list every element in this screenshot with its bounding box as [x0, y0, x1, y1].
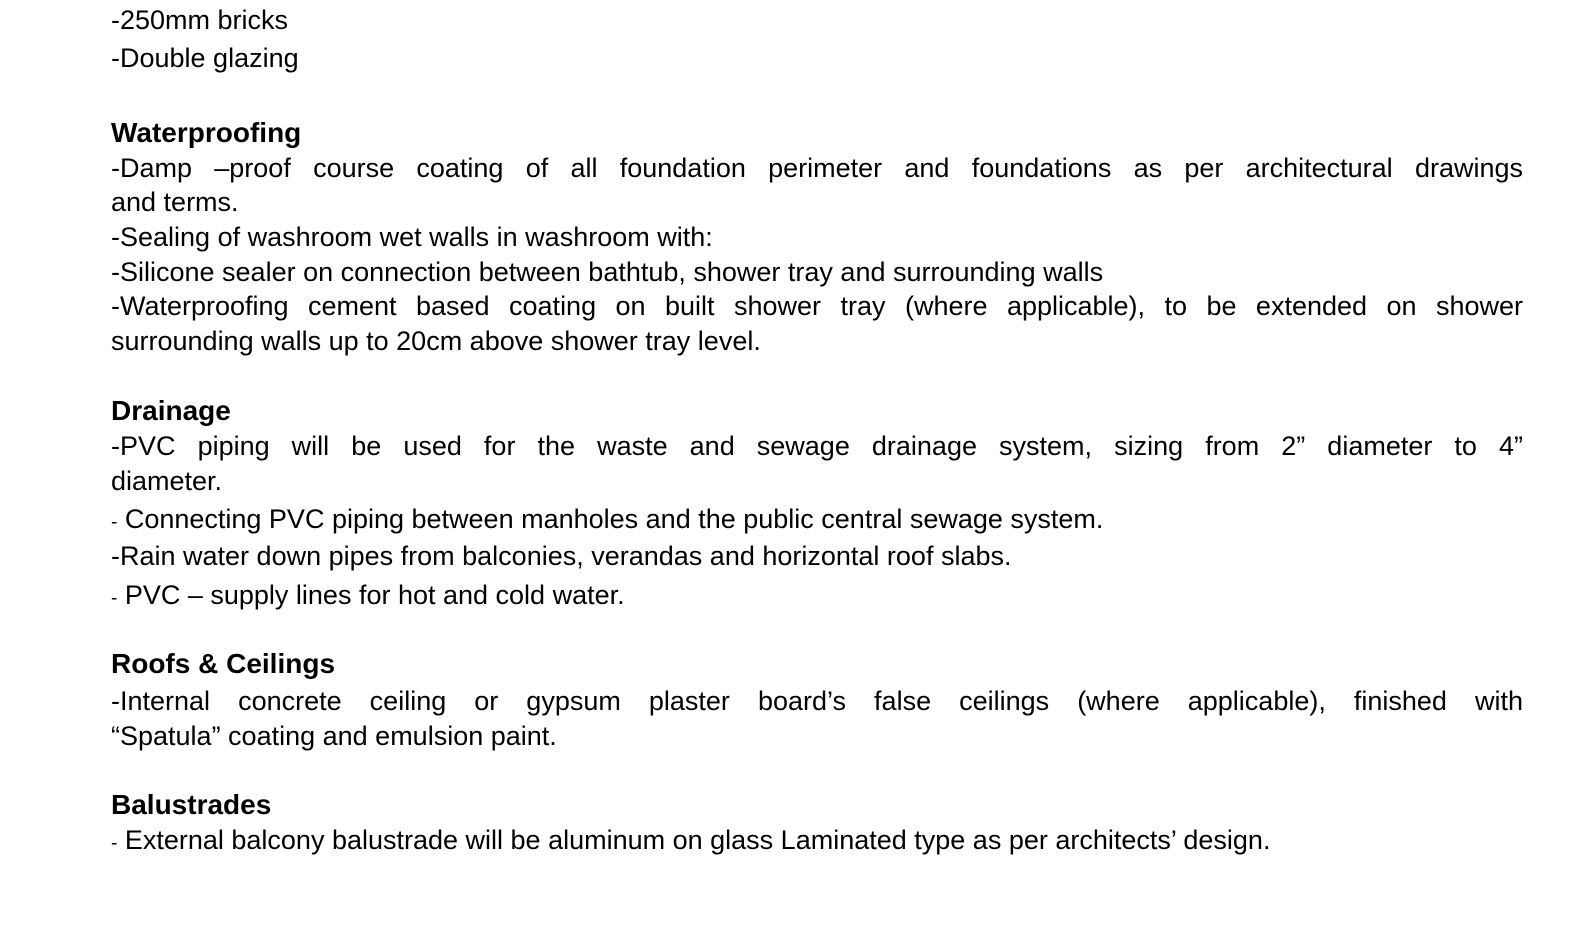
drainage-item-2-text: Connecting PVC piping between manholes and the public central sewage system.: [117, 504, 1104, 534]
bullet-dash: -: [111, 833, 118, 854]
drainage-item-1-line-1: -PVC piping will be used for the waste and sewage drainage system, sizing from 2” diameter to 4”: [111, 431, 1523, 461]
waterproofing-item-1-line-2: and terms.: [111, 187, 239, 217]
bullet-dash: -: [111, 512, 118, 533]
waterproofing-item-3: -Silicone sealer on connection between bathtub, shower tray and surrounding walls: [111, 257, 1104, 287]
roofs-ceilings-heading: Roofs & Ceilings: [111, 648, 336, 679]
balustrades-item-1: [111, 824, 1270, 860]
waterproofing-item-4-line-1: -Waterproofing cement based coating on built shower tray (where applicable), to be extended on shower: [111, 291, 1523, 321]
intro-item-bricks: -250mm bricks: [111, 5, 289, 35]
waterproofing-item-1-line-1: -Damp –proof course coating of all foundation perimeter and foundations as per architectural drawings: [111, 153, 1523, 183]
waterproofing-item-4-line-2: surrounding walls up to 20cm above shower tray level.: [111, 326, 761, 356]
drainage-item-4-text: PVC – supply lines for hot and cold water.: [117, 580, 625, 610]
drainage-item-1-line-2: diameter.: [111, 466, 223, 496]
drainage-heading: Drainage: [111, 395, 231, 426]
balustrades-heading: Balustrades: [111, 789, 272, 820]
drainage-item-3: -Rain water down pipes from balconies, verandas and horizontal roof slabs.: [111, 541, 1012, 571]
drainage-item-4: [111, 579, 625, 615]
waterproofing-heading: Waterproofing: [111, 117, 302, 148]
intro-item-glazing: -Double glazing: [111, 43, 299, 73]
roofs-item-1-line-2: “Spatula” coating and emulsion paint.: [111, 721, 557, 751]
waterproofing-item-2: -Sealing of washroom wet walls in washroom with:: [111, 222, 713, 252]
balustrades-item-1-text: External balcony balustrade will be aluminum on glass Laminated type as per architects’ design.: [117, 825, 1271, 855]
drainage-item-2: [111, 503, 1103, 539]
bullet-dash: -: [111, 588, 118, 609]
roofs-item-1-line-1: -Internal concrete ceiling or gypsum plaster board’s false ceilings (where applicable), finished with: [111, 686, 1523, 716]
